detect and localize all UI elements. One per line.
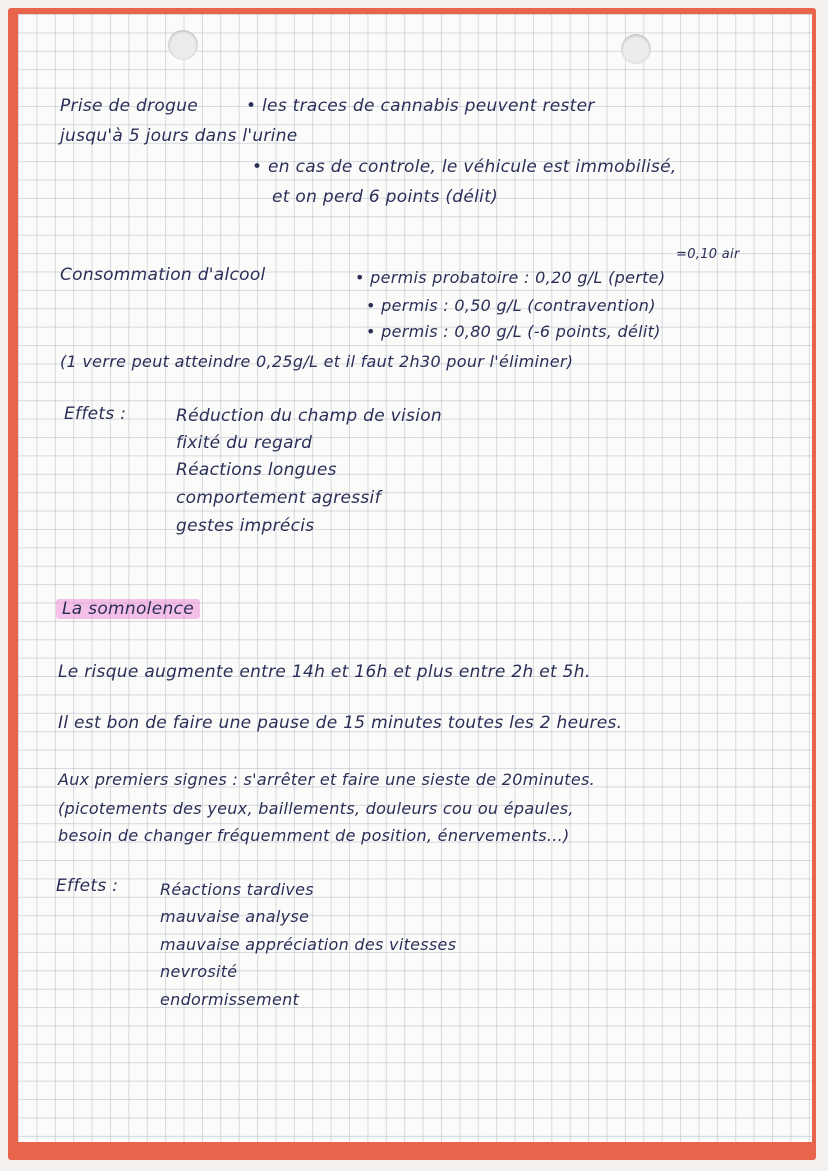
- sleep-effects-label: Effets :: [56, 876, 119, 896]
- drug-bullet-1a: • les traces de cannabis peuvent rester: [246, 96, 595, 116]
- drug-bullet-2a: • en cas de controle, le véhicule est immobilisé,: [252, 157, 677, 177]
- alcohol-air-note: =0,10 air: [676, 247, 740, 262]
- sleep-paragraph-3a: Aux premiers signes : s'arrêter et faire une sieste de 20minutes.: [58, 770, 595, 789]
- alcohol-effect-3: Réactions longues: [176, 460, 337, 480]
- alcohol-effect-4: comportement agressif: [176, 488, 381, 508]
- sleep-title: [56, 599, 200, 619]
- alcohol-effect-5: gestes imprécis: [176, 516, 315, 536]
- alcohol-line-1: • permis probatoire : 0,20 g/L (perte): [355, 268, 666, 287]
- drug-bullet-1b: jusqu'à 5 jours dans l'urine: [60, 126, 298, 146]
- alcohol-effect-2: fixité du regard: [176, 433, 313, 453]
- sleep-effect-2: mauvaise analyse: [160, 907, 310, 926]
- drug-label: Prise de drogue: [60, 96, 199, 116]
- sleep-paragraph-2: Il est bon de faire une pause de 15 minutes toutes les 2 heures.: [58, 713, 623, 733]
- sleep-paragraph-3b: (picotements des yeux, baillements, douleurs cou ou épaules,: [58, 799, 574, 818]
- alcohol-line-2: • permis : 0,50 g/L (contravention): [366, 296, 656, 315]
- alcohol-label: Consommation d'alcool: [60, 265, 266, 285]
- sleep-effect-1: Réactions tardives: [160, 880, 314, 899]
- sleep-effect-3: mauvaise appréciation des vitesses: [160, 935, 457, 954]
- punch-hole-left: [168, 30, 198, 60]
- alcohol-effect-1: Réduction du champ de vision: [176, 406, 443, 426]
- alcohol-line-3: • permis : 0,80 g/L (-6 points, délit): [366, 322, 661, 341]
- sleep-effect-5: endormissement: [160, 990, 300, 1009]
- alcohol-effects-label: Effets :: [64, 404, 127, 424]
- sleep-effect-4: nevrosité: [160, 962, 238, 981]
- sleep-title-text: La somnolence: [56, 599, 200, 619]
- sleep-paragraph-3c: besoin de changer fréquemment de position, énervements...): [58, 826, 570, 845]
- punch-hole-right: [621, 34, 651, 64]
- grid-paper: [18, 14, 812, 1142]
- drug-bullet-2b: et on perd 6 points (délit): [272, 187, 499, 207]
- alcohol-line-4: (1 verre peut atteindre 0,25g/L et il faut 2h30 pour l'éliminer): [60, 352, 574, 371]
- sleep-paragraph-1: Le risque augmente entre 14h et 16h et plus entre 2h et 5h.: [58, 662, 591, 682]
